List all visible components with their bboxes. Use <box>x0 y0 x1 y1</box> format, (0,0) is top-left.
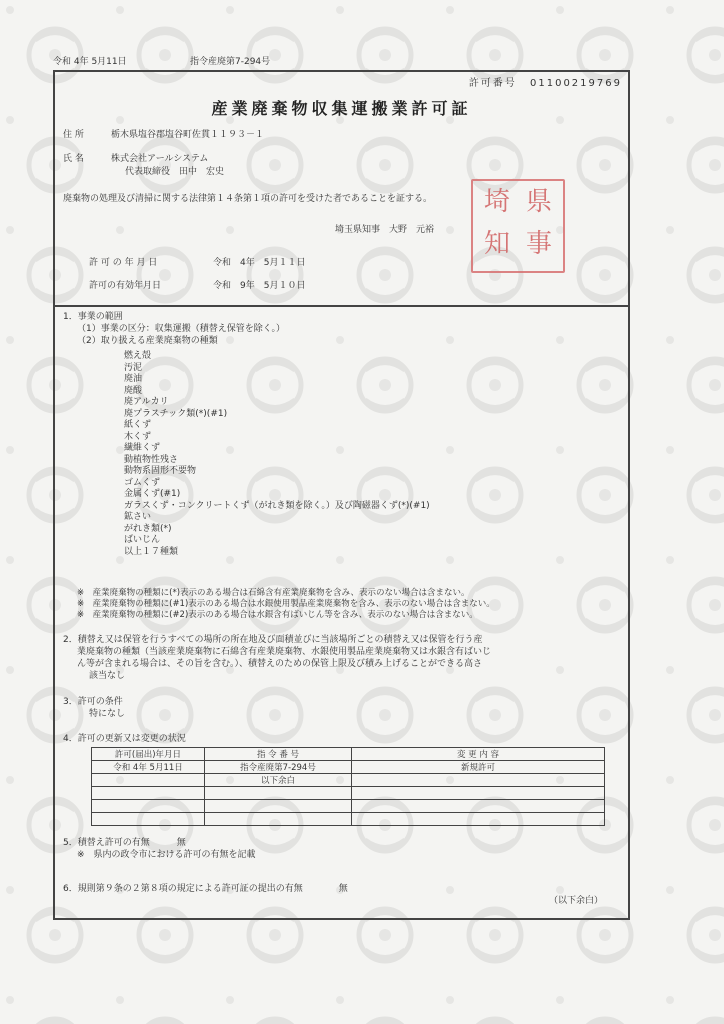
mercury-dust-note: ※ 産業廃棄物の種類に(#2)表示のある場合は水銀含有ばいじん等を含み、表示のない場合は含まない。 <box>77 610 478 620</box>
table-cell <box>205 787 352 800</box>
asbestos-note: ※ 産業廃棄物の種類に(*)表示のある場合は石綿含有産業廃棄物を含み、表示のない場合は含まない。 <box>77 588 470 598</box>
table-cell <box>205 813 352 826</box>
section2-line3: ん等が含まれる場合は、その旨を含む。）、積替えのための保管上限及び積み上げることができる高さ <box>77 659 483 669</box>
column-header: 許可(届出)年月日 <box>92 748 205 761</box>
address: 栃木県塩谷郡塩谷町佐貫１１９３－１ <box>111 130 265 140</box>
section5-note: ※ 県内の政令市における許可の有無を記載 <box>77 850 256 860</box>
list-item: がれき類(*) <box>124 523 172 534</box>
issue-date: 令和 4年 5月11日 <box>53 57 127 67</box>
section4-heading: 4．許可の更新又は変更の状況 <box>63 734 186 744</box>
list-item: 鉱さい <box>124 512 152 522</box>
section2-line2: 業廃棄物の種類（当該産業廃棄物に石綿含有産業廃棄物、水銀使用製品産業廃棄物又は水銀含有ばいじ <box>77 647 492 657</box>
list-item: 汚泥 <box>124 362 143 373</box>
expiry-date-label: 許可の有効年月日 <box>89 281 162 291</box>
official-seal <box>471 179 565 273</box>
list-item: 燃え殻 <box>124 351 152 361</box>
name-label: 氏 名 <box>63 154 84 164</box>
section3-value: 特になし <box>89 709 126 719</box>
permit-number-row <box>469 74 622 89</box>
table-header-row <box>92 748 605 761</box>
list-item: 繊維くず <box>124 443 161 453</box>
expiry-date: 令和 9年 5月１０日 <box>213 281 306 291</box>
table-cell <box>205 800 352 813</box>
section2-line1: 2．積替え又は保管を行うすべての場所の所在地及び面積並びに当該場所ごとの積替え又は保管を行う産 <box>63 635 483 645</box>
seal-char: 事 <box>525 229 552 259</box>
permit-frame <box>53 70 630 920</box>
list-item: ゴムくず <box>124 477 161 488</box>
list-item: ガラスくず・コンクリートくず（がれき類を除く。）及び陶磁器くず(*)(#1) <box>124 500 430 511</box>
table-cell <box>92 813 205 826</box>
list-item: 以上１７種類 <box>124 546 179 557</box>
table-row <box>92 813 605 826</box>
section1-heading: 1．事業の範囲 <box>63 312 123 322</box>
company-name: 株式会社アールシステム <box>111 154 209 164</box>
end-of-document: （以下余白） <box>549 896 604 906</box>
permit-number: 01100219769 <box>530 78 622 89</box>
table-cell <box>352 800 605 813</box>
table-cell: 指令産廃第7-294号 <box>205 761 352 774</box>
table-row <box>92 761 605 774</box>
waste-types-list <box>124 351 430 558</box>
table-cell <box>352 787 605 800</box>
representative: 代表取締役 田中 宏史 <box>125 167 225 177</box>
list-item: 動植物性残さ <box>124 454 179 465</box>
permit-number-label: 許可番号 <box>468 78 517 89</box>
list-item: 金属くず(#1) <box>124 489 181 499</box>
permit-header <box>55 72 628 307</box>
table-row <box>92 787 605 800</box>
seal-char: 知 <box>483 229 510 259</box>
list-item: 動物系固形不要物 <box>124 466 197 476</box>
list-item: ばいじん <box>124 535 161 545</box>
list-item: 廃プラスチック類(*)(#1) <box>124 408 228 419</box>
column-header: 指 令 番 号 <box>205 748 352 761</box>
table-cell: 以下余白 <box>205 774 352 787</box>
history-table <box>91 747 605 826</box>
list-item: 廃アルカリ <box>124 397 169 407</box>
mercury-product-note: ※ 産業廃棄物の種類に(#1)表示のある場合は水銀使用製品産業廃棄物を含み、表示のない場合は含まない。 <box>77 599 495 609</box>
table-cell <box>352 774 605 787</box>
issuer: 埼玉県知事 大野 元裕 <box>335 225 435 235</box>
list-item: 木くず <box>124 431 152 442</box>
table-cell: 新規許可 <box>352 761 605 774</box>
table-cell <box>92 774 205 787</box>
section6-heading: 6．規則第９条の２第８項の規定による許可証の提出の有無 無 <box>63 884 348 894</box>
section3-heading: 3．許可の条件 <box>63 697 123 707</box>
table-cell <box>92 800 205 813</box>
list-item: 廃酸 <box>124 385 143 396</box>
section5-heading: 5．積替え許可の有無 無 <box>63 838 186 848</box>
permit-date: 令和 4年 5月１１日 <box>213 258 306 268</box>
section1-item1: （1）事業の区分：収集運搬（積替え保管を除く。） <box>77 324 286 334</box>
reference-number: 指令産廃第7-294号 <box>190 57 271 67</box>
table-cell <box>352 813 605 826</box>
address-label: 住 所 <box>63 130 84 140</box>
certification-statement: 廃棄物の処理及び清掃に関する法律第１４条第１項の許可を受けた者であることを証する。 <box>63 194 433 204</box>
seal-char: 埼 <box>483 187 510 217</box>
page-title: 産業廃棄物収集運搬業許可証 <box>211 99 472 118</box>
section1-item2: （2）取り扱える産業廃棄物の種類 <box>77 336 218 346</box>
table-row <box>92 774 605 787</box>
list-item: 廃油 <box>124 374 143 384</box>
table-cell: 令和 4年 5月11日 <box>92 761 205 774</box>
permit-date-label: 許 可 の 年 月 日 <box>89 258 158 268</box>
seal-char: 県 <box>525 187 552 217</box>
section2-value: 該当なし <box>89 671 126 681</box>
table-cell <box>92 787 205 800</box>
column-header: 変 更 内 容 <box>352 748 605 761</box>
table-row <box>92 800 605 813</box>
list-item: 紙くず <box>124 420 152 430</box>
